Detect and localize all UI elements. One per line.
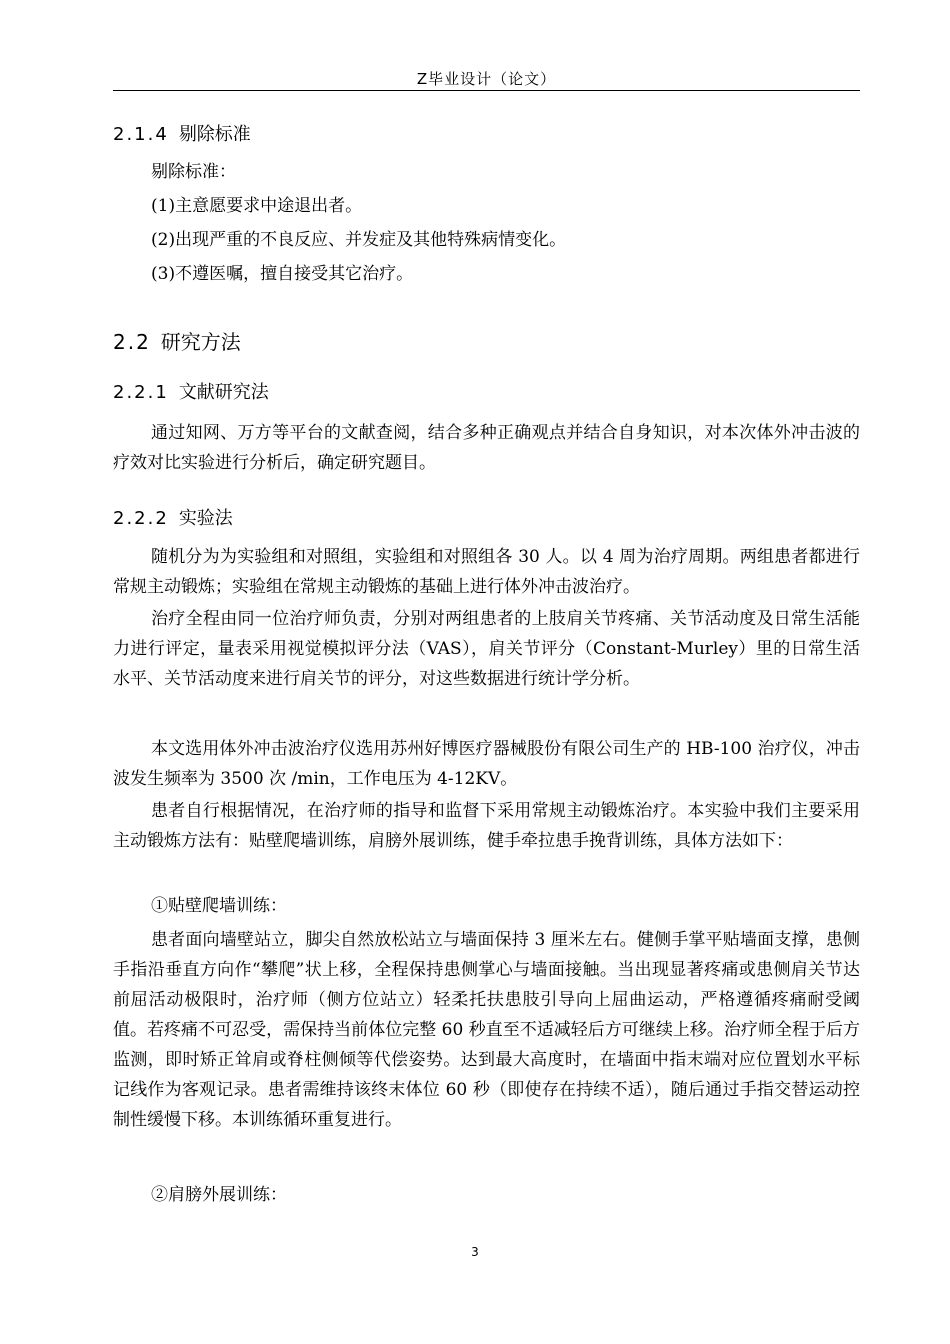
page-number: 3: [471, 1245, 479, 1259]
header-rule: [113, 90, 860, 91]
heading-2-2-1: [113, 378, 269, 404]
exclusion-item-3: (3)不遵医嘱，擅自接受其它治疗。: [151, 264, 414, 284]
heading-number: 2.1.4: [113, 124, 169, 145]
paragraph-assessment: 治疗全程由同一位治疗师负责，分别对两组患者的上肢肩关节疼痛、关节活动度及日常生活能力进行评定，量表采用视觉模拟评分法（VAS），肩关节评分（Constant-Murley）里的日常生活水平、关节活动度来进行肩关节的评分，对这些数据进行统计学分析。: [113, 609, 860, 689]
heading-title: 实验法: [178, 508, 233, 529]
paragraph-literature: 通过知网、万方等平台的文献查阅，结合多种正确观点并结合自身知识，对本次体外冲击波的疗效对比实验进行分析后，确定研究题目。: [113, 423, 860, 473]
paragraph-device: 本文选用体外冲击波治疗仪选用苏州好博医疗器械股份有限公司生产的 HB-100 治疗仪，冲击波发生频率为 3500 次 /min，工作电压为 4-12KV。: [113, 739, 860, 789]
exclusion-item-1: (1)主意愿要求中途退出者。: [151, 196, 363, 216]
paragraph-exercise: 患者自行根据情况，在治疗师的指导和监督下采用常规主动锻炼治疗。本实验中我们主要采用主动锻炼方法有：贴壁爬墙训练，肩膀外展训练，健手牵拉患手挽背训练，具体方法如下：: [113, 801, 860, 851]
heading-2-2-2: [113, 504, 233, 530]
heading-number: 2.2: [113, 330, 151, 354]
heading-title: 文献研究法: [178, 382, 269, 403]
heading-2-1-4: [113, 120, 251, 146]
heading-number: 2.2.2: [113, 508, 169, 529]
paragraph-grouping: 随机分为为实验组和对照组，实验组和对照组各 30 人。以 4 周为治疗周期。两组患者都进行常规主动锻炼；实验组在常规主动锻炼的基础上进行体外冲击波治疗。: [113, 547, 860, 597]
sub-heading-wall-climb: ①贴壁爬墙训练：: [151, 896, 287, 916]
heading-2-2: [113, 326, 241, 355]
exclusion-intro: 剔除标准：: [151, 162, 236, 182]
heading-number: 2.2.1: [113, 382, 169, 403]
page-header: Z毕业设计（论文）: [416, 70, 557, 88]
heading-title: 研究方法: [160, 330, 241, 354]
heading-title: 剔除标准: [178, 124, 251, 145]
paragraph-wall-climb: 患者面向墙壁站立，脚尖自然放松站立与墙面保持 3 厘米左右。健侧手掌平贴墙面支撑，患侧手指沿垂直方向作“攀爬”状上移，全程保持患侧掌心与墙面接触。当出现显著疼痛或患侧肩关节达前屈活动极限时，治疗师（侧方位站立）轻柔托扶患肢引导向上屈曲运动，严格遵循疼痛耐受阈值。若疼痛不可忍受，需保持当前体位完整 60 秒直至不适减轻后方可继续上移。治疗师全程于后方监测，即时矫正耸肩或脊柱侧倾等代偿姿势。达到最大高度时，在墙面中指末端对应位置划水平标记线作为客观记录。患者需维持该终末体位 60 秒（即使存在持续不适），随后通过手指交替运动控制性缓慢下移。本训练循环重复进行。: [113, 930, 860, 1130]
exclusion-item-2: (2)出现严重的不良反应、并发症及其他特殊病情变化。: [151, 230, 567, 250]
sub-heading-shoulder-abduction: ②肩膀外展训练：: [151, 1185, 287, 1205]
